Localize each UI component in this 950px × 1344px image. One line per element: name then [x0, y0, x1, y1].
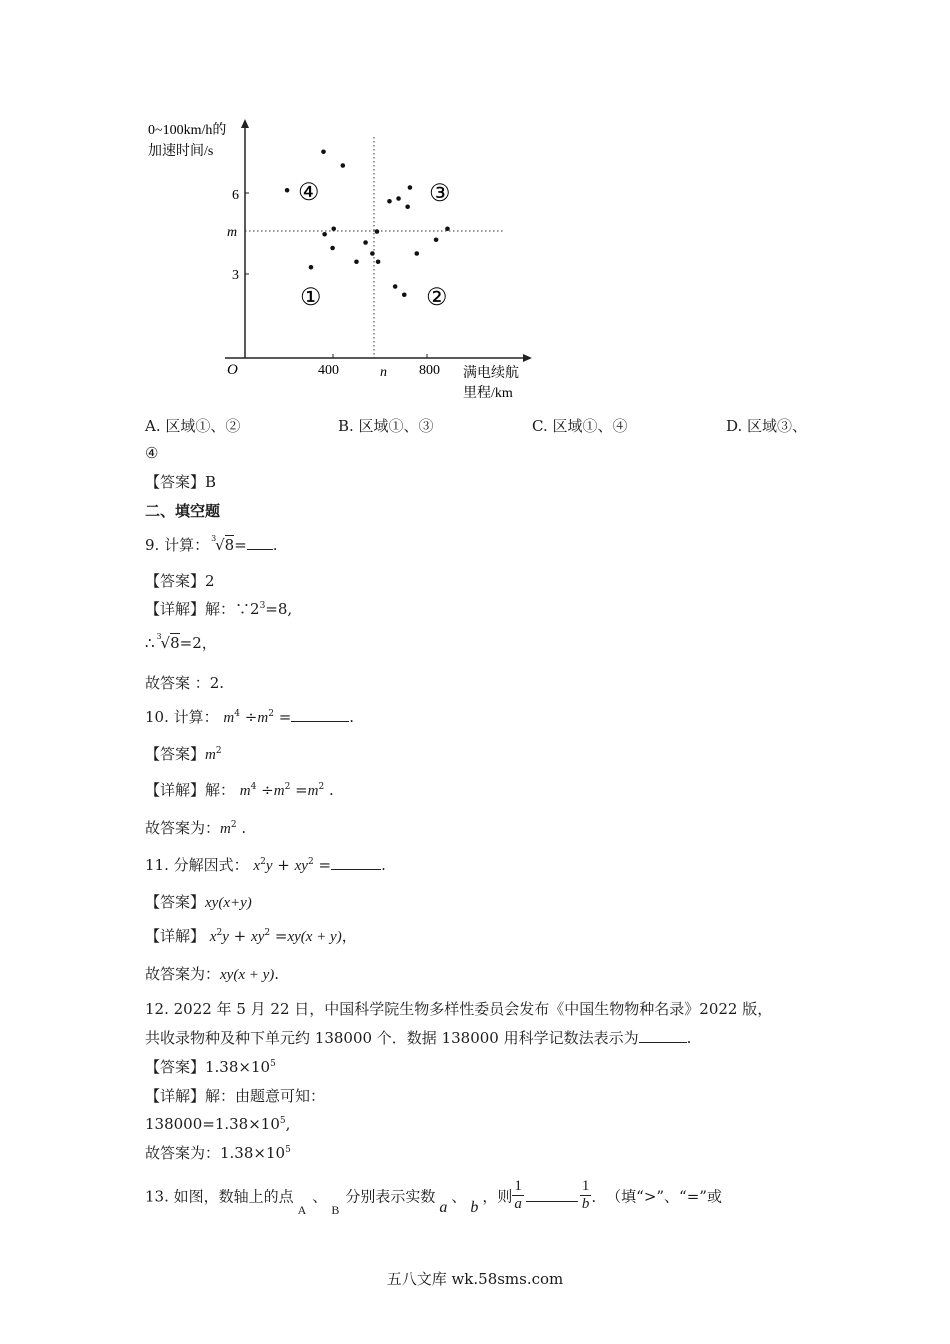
data-point-17: [445, 226, 450, 231]
sep: 、: [312, 1187, 328, 1206]
detail-label: 【详解】解：: [145, 781, 236, 799]
x-tick-800: 800: [419, 363, 440, 378]
step-text: 138000=1.38×10: [145, 1115, 280, 1133]
data-point-3: [341, 163, 346, 168]
q12-detail: 【详解】解：由题意可知：: [145, 1087, 326, 1105]
cube-root-2: 3 √8: [156, 632, 180, 652]
exp: 2: [215, 746, 222, 756]
equals: =: [274, 927, 288, 945]
var-x: x: [253, 858, 261, 874]
q12-line1: 12. 2022 年 5 月 22 日，中国科学院生物多样性委员会发布《中国生物物种名录》2022 版，: [145, 1000, 773, 1018]
period: .: [381, 856, 386, 874]
x-tick-400: 400: [318, 363, 339, 378]
region-label-4: ④: [298, 180, 320, 206]
div-sign: ÷: [261, 781, 274, 799]
exp: 4: [250, 782, 257, 792]
answer-label: 【答案】1.38×10: [145, 1058, 271, 1076]
origin-label: O: [227, 362, 238, 378]
data-point-6: [331, 226, 336, 231]
var-m: m: [220, 821, 231, 837]
step-end: ,: [285, 1115, 291, 1133]
period: .: [274, 965, 280, 983]
q11-prompt-text: 11. 分解因式：: [145, 856, 249, 874]
option-b[interactable]: B. 区域①、③: [338, 417, 434, 435]
q13-prompt: [145, 1180, 722, 1220]
detail-label: 【详解】解：∵: [145, 600, 251, 618]
exp: 2: [260, 857, 266, 867]
data-point-12: [387, 199, 392, 204]
q11-prompt: [145, 855, 386, 876]
exp: 2: [307, 857, 314, 867]
section-title: 二、填空题: [145, 502, 221, 520]
q12-line2-text: 共收录物种及种下单元约 138000 个．数据 138000 用科学记数法表示为: [145, 1029, 639, 1047]
var-y: y: [301, 858, 308, 874]
root-sign: √: [215, 536, 225, 554]
exp: 5: [279, 1116, 286, 1126]
data-point-19: [376, 259, 381, 264]
answer-expr: xy(x+y): [205, 895, 252, 911]
denominator: a: [514, 1196, 522, 1212]
q9-therefore: [145, 633, 217, 653]
var-x: x: [251, 929, 258, 945]
region-label-1: ①: [300, 285, 322, 311]
numerator: 1: [581, 1178, 590, 1194]
data-point-21: [402, 292, 407, 297]
radicand: 8: [224, 536, 235, 554]
x-axis-arrow: [523, 354, 532, 362]
data-point-1: [285, 188, 290, 193]
data-point-4: [330, 246, 335, 251]
q12-step: [145, 1114, 290, 1134]
exp: 2: [264, 928, 271, 938]
q10-final: [145, 818, 246, 839]
scatter-chart: [140, 115, 560, 405]
exp: 5: [285, 1145, 291, 1155]
therefore-sign: ∴: [145, 634, 155, 652]
detail-label: 【详解】: [145, 927, 206, 945]
equals: =: [234, 536, 247, 554]
data-point-9: [363, 240, 368, 245]
var-b: b: [470, 1198, 479, 1216]
data-point-8: [354, 259, 359, 264]
tail-text: （填“>”、“=”或: [606, 1187, 722, 1206]
q9-blank[interactable]: [247, 535, 273, 550]
chart-svg: [140, 115, 560, 405]
then-text: ，则: [482, 1187, 513, 1206]
footer-watermark: 五八文库 wk.58sms.com: [386, 1270, 564, 1288]
y-axis-arrow: [241, 119, 249, 128]
data-point-10: [370, 251, 375, 256]
point-b: B: [331, 1202, 340, 1217]
q11-final: [145, 964, 279, 985]
fraction-1-over-a: [512, 1178, 524, 1213]
final-label: 故答案为：: [145, 819, 221, 837]
var-m: m: [257, 710, 269, 726]
var-x: x: [294, 858, 302, 874]
q11-answer: [145, 892, 252, 913]
exp: 5: [270, 1059, 276, 1069]
exp: 2: [216, 928, 223, 938]
q11-blank[interactable]: [331, 855, 381, 870]
data-point-11: [396, 196, 401, 201]
q9-prompt: [145, 535, 278, 555]
plus-sign: +: [233, 927, 247, 945]
region-label-2: ②: [426, 285, 448, 311]
q9-final: 故答案 ：2.: [145, 674, 225, 692]
q10-detail: [145, 780, 334, 801]
exp: 2: [230, 820, 237, 830]
data-point-16: [434, 237, 439, 242]
answer-label: 【答案】: [145, 745, 206, 763]
data-point-20: [393, 284, 398, 289]
m-label: m: [227, 225, 238, 240]
exp: 2: [268, 709, 274, 719]
n-label: n: [380, 365, 387, 380]
q10-prompt-text: 10. 计算：: [145, 708, 219, 726]
var-y: y: [265, 858, 273, 874]
base: 2: [250, 600, 260, 618]
mid-text: 分别表示实数: [345, 1187, 436, 1206]
numerator: 1: [514, 1178, 522, 1194]
denominator: b: [581, 1196, 590, 1212]
var-x: x: [209, 929, 217, 945]
therefore-rest: =2，: [179, 634, 217, 652]
answer-label: 【答案】: [145, 893, 206, 911]
var-m: m: [239, 783, 251, 799]
data-point-5: [322, 232, 327, 237]
exp: 4: [234, 709, 240, 719]
y-tick-3: 3: [232, 268, 239, 283]
equals: =: [295, 781, 308, 799]
var-y: y: [222, 929, 229, 945]
data-point-14: [408, 185, 413, 190]
sep: 、: [451, 1187, 467, 1206]
q11-detail: [145, 926, 357, 947]
var-a: a: [439, 1198, 448, 1216]
q12-final: [145, 1143, 291, 1163]
equals: =: [318, 856, 332, 874]
factored-expr: xy(x + y): [287, 929, 342, 945]
comma: ，: [341, 927, 357, 945]
option-c[interactable]: C. 区域①、④: [532, 417, 628, 435]
div-sign: ÷: [244, 708, 258, 726]
var-m: m: [223, 710, 235, 726]
q10-blank[interactable]: [291, 707, 349, 722]
period: .: [591, 1187, 597, 1206]
q13-prompt-text: 13. 如图，数轴上的点: [145, 1187, 294, 1206]
exp: 2: [318, 782, 325, 792]
var-y: y: [257, 929, 265, 945]
var-m: m: [273, 783, 285, 799]
q9-detail: [145, 599, 292, 619]
final-text: 故答案为：1.38×10: [145, 1144, 286, 1162]
x-axis-label-1: 满电续航: [463, 366, 519, 381]
q13-blank[interactable]: [526, 1187, 578, 1202]
exponent: 3: [259, 601, 266, 611]
exp: 2: [284, 782, 291, 792]
period: .: [329, 781, 334, 799]
y-axis-label-1: 0~100km/h的: [148, 123, 227, 138]
final-expr: xy(x + y): [220, 967, 275, 983]
final-label: 故答案为：: [145, 965, 221, 983]
q10-answer: [145, 744, 222, 765]
period: .: [241, 819, 247, 837]
data-point-18: [414, 251, 419, 256]
var-m: m: [307, 783, 319, 799]
option-a[interactable]: A. 区域①、②: [145, 417, 241, 435]
detail-rest: =8,: [265, 600, 293, 618]
y-tick-6: 6: [232, 188, 239, 203]
q9-prompt-text: 9. 计算：: [145, 536, 210, 554]
q8-answer: 【答案】B: [145, 473, 217, 491]
equals: =: [278, 708, 292, 726]
data-point-13: [405, 204, 410, 209]
period: .: [349, 708, 355, 726]
period: .: [272, 536, 278, 554]
q12-blank[interactable]: [639, 1028, 687, 1043]
q10-prompt: [145, 707, 354, 728]
cube-root: 3 √8: [211, 534, 235, 554]
plus-sign: +: [277, 856, 290, 874]
points-layer: [285, 149, 450, 297]
q12-line2: 共收录物种及种下单元约 138000 个．数据 138000 用科学记数法表示为 .: [145, 1029, 692, 1047]
x-axis-label-2: 里程/km: [463, 386, 513, 401]
root-sign-2: √: [160, 634, 171, 652]
fraction-1-over-b: [580, 1178, 592, 1213]
option-d-wrap: ④: [145, 444, 159, 462]
q12-answer: [145, 1057, 276, 1077]
var-m: m: [205, 747, 216, 763]
region-label-3: ③: [429, 181, 451, 207]
data-point-15: [375, 229, 380, 234]
option-d[interactable]: D. 区域③、: [726, 417, 808, 435]
y-axis-label-2: 加速时间/s: [148, 144, 214, 159]
data-point-2: [321, 149, 326, 154]
q9-answer: 【答案】2: [145, 572, 215, 590]
data-point-7: [309, 265, 314, 270]
point-a: A: [297, 1202, 307, 1217]
radicand-2: 8: [170, 634, 180, 652]
